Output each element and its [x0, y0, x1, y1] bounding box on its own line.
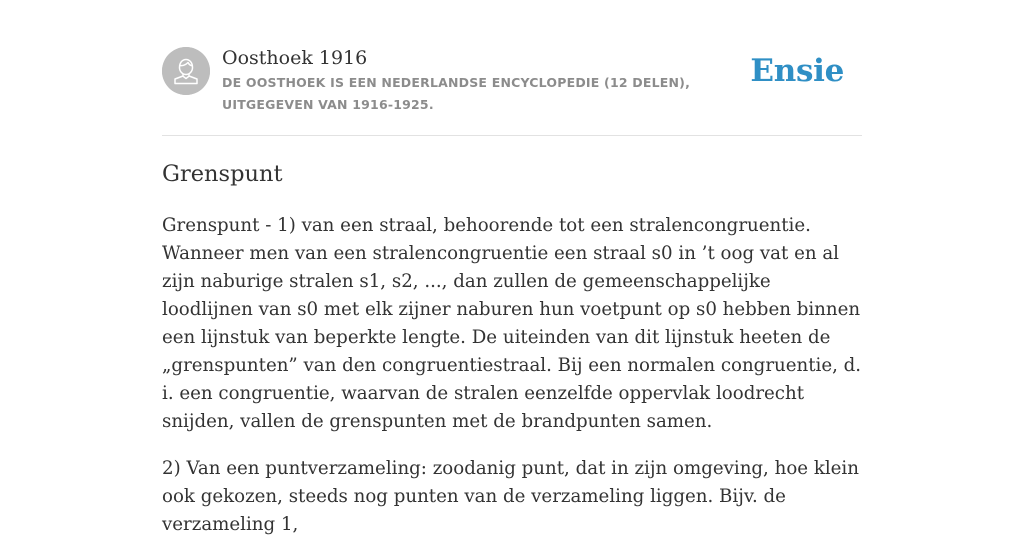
- entry-title: Grenspunt: [162, 161, 283, 187]
- user-icon: [162, 47, 210, 95]
- source-description: DE OOSTHOEK IS EEN NEDERLANDSE ENCYCLOPEDIE (12 DELEN), UITGEGEVEN VAN 1916-1925.: [222, 75, 691, 112]
- source-header: [162, 46, 862, 126]
- brand-logo[interactable]: Ensie: [750, 53, 844, 89]
- entry-paragraph-2: 2) Van een puntverzameling: zoodanig punt, dat in zijn omgeving, hoe klein ook gekozen, steeds nog punten van de verzameling liggen. Bijv. de verzameling 1,: [162, 458, 859, 535]
- entry-body: [162, 212, 862, 558]
- source-title[interactable]: Oosthoek 1916: [222, 47, 368, 69]
- entry-paragraph-1: Grenspunt - 1) van een straal, behoorende tot een stralencongruentie. Wanneer men van een stralencongruentie een straal s0 in ’t oog vat en al zijn naburige stralen s1, s2, ..., dan zullen de gemeenschappelijke loodlijnen van s0 met elk zijner naburen hun voetpunt op s0 hebben binnen een lijnstuk van beperkte lengte. De uiteinden van dit lijnstuk heeten de „grenspunten” van den congruentiestraal. Bij een normalen congruentie, d. i. een congruentie, waarvan de stralen eenzelfde oppervlak loodrecht snijden, vallen de grenspunten met de brandpunten samen.: [162, 215, 862, 432]
- avatar: [162, 47, 210, 95]
- header-divider: [162, 135, 862, 136]
